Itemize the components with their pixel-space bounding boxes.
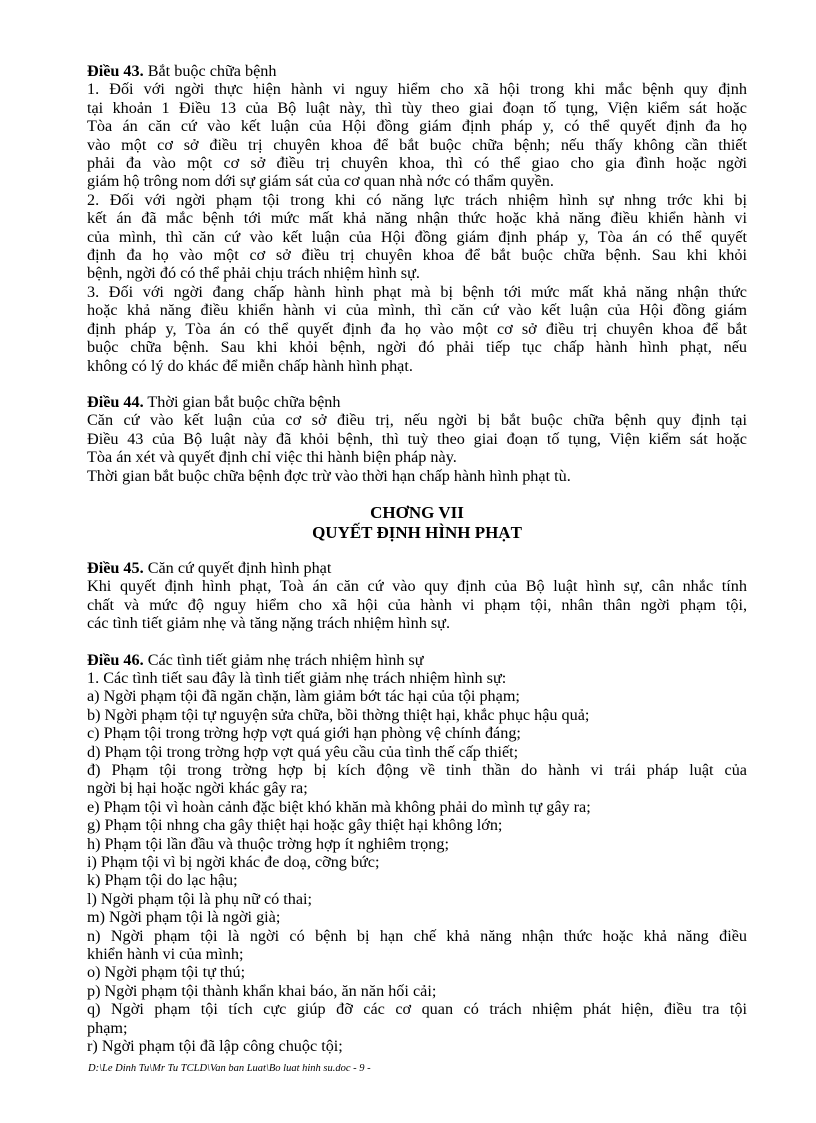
- article-46-line: đ) Phạm tội trong trờng hợp bị kích động về tinh thần do hành vi trái pháp luật của: [87, 761, 747, 779]
- article-45-line: các tình tiết giảm nhẹ và tăng nặng trách nhiệm hình sự.: [87, 614, 450, 633]
- spacer: [87, 485, 747, 503]
- article-46-line: b) Ngời phạm tội tự nguyện sửa chữa, bồi thờng thiệt hại, khắc phục hậu quả;: [87, 705, 590, 724]
- article-43-line: Tòa án căn cứ vào kết luận của Hội đồng giám định pháp y, có thể quyết định đa họ: [87, 117, 747, 136]
- article-45-title: Căn cứ quyết định hình phạt: [143, 558, 332, 577]
- article-44-line: Thời gian bắt buộc chữa bệnh đợc trừ vào thời hạn chấp hành hình phạt tù.: [87, 466, 571, 485]
- article-46-line: k) Phạm tội do lạc hậu;: [87, 871, 238, 890]
- article-44-heading: [87, 393, 747, 411]
- article-43-line: phải đa vào một cơ sở điều trị chuyên khoa, thì có thể giao cho gia đình hoặc ngời: [87, 154, 747, 173]
- article-44-line: Điều 43 của Bộ luật này đã khỏi bệnh, thì tuỳ theo giai đoạn tố tụng, Viện kiểm sát hoặc: [87, 429, 747, 448]
- spacer: [87, 375, 747, 393]
- article-46-line: r) Ngời phạm tội đã lập công chuộc tội;: [87, 1037, 343, 1056]
- article-43-line: định đa họ vào một cơ sở điều trị chuyên khoa để bắt buộc chữa bệnh. Sau khi khỏi: [87, 246, 747, 265]
- article-46-line: d) Phạm tội trong trờng hợp vợt quá yêu cầu của tình thế cấp thiết;: [87, 742, 519, 761]
- article-45-heading: [87, 559, 747, 577]
- article-43-line: 3. Đối với ngời đang chấp hành hình phạt mà bị bệnh tới mức mất khả năng nhận thức: [87, 282, 747, 301]
- article-46-line: q) Ngời phạm tội tích cực giúp đỡ các cơ quan có trách nhiệm phát hiện, điều tra tội: [87, 1000, 747, 1019]
- article-43-label: Điều 43.: [87, 62, 144, 80]
- article-43-heading: [87, 62, 747, 80]
- article-46-line: h) Phạm tội lần đầu và thuộc trờng hợp ít nghiêm trọng;: [87, 834, 449, 853]
- article-45-line: Khi quyết định hình phạt, Toà án căn cứ vào quy định của Bộ luật hình sự, cân nhắc tính: [87, 577, 747, 596]
- article-46-label: Điều 46.: [87, 650, 144, 669]
- article-43-line: buộc chữa bệnh. Sau khi khỏi bệnh, ngời đó phải tiếp tục chấp hành hình phạt, nếu: [87, 338, 747, 357]
- chapter-number: CHƠNG VII: [370, 502, 464, 522]
- article-44-line: Tòa án xét và quyết định chỉ việc thi hành biện pháp này.: [87, 448, 457, 467]
- article-45-line: chất và mức độ nguy hiểm cho xã hội của hành vi phạm tội, nhân thân ngời phạm tội,: [87, 595, 747, 614]
- article-43-line: không có lý do khác để miễn chấp hành hình phạt.: [87, 356, 413, 375]
- article-46-line: ngời bị hại hoặc ngời khác gây ra;: [87, 779, 308, 798]
- article-46-heading: [87, 651, 747, 669]
- article-46-line: 1. Các tình tiết sau đây là tình tiết giảm nhẹ trách nhiệm hình sự:: [87, 668, 507, 687]
- article-46-line: khiển hành vi của mình;: [87, 945, 244, 964]
- article-43-line: định pháp y, Tòa án có thể quyết định đa họ vào một cơ sở điều trị chuyên khoa để bắt: [87, 319, 747, 338]
- page-footer: D:\Le Dinh Tu\Mr Tu TCLD\Van ban Luat\Bo luat hinh su.doc - 9 -: [88, 1063, 371, 1074]
- article-46-line: n) Ngời phạm tội là ngời có bệnh bị hạn chế khả năng nhận thức hoặc khả năng điều: [87, 926, 747, 945]
- article-43-line: hoặc khả năng điều khiển hành vi của mình, thì căn cứ vào kết luận của Hội đồng giám: [87, 301, 747, 320]
- article-46-line: o) Ngời phạm tội tự thú;: [87, 963, 246, 982]
- article-43-line: giám hộ trông nom dới sự giám sát của cơ quan nhà nớc có thẩm quyền.: [87, 172, 554, 191]
- article-46-line: p) Ngời phạm tội thành khẩn khai báo, ăn năn hối cải;: [87, 981, 437, 1000]
- article-46-title: Các tình tiết giảm nhẹ trách nhiệm hình sự: [143, 650, 424, 669]
- article-43-line: 1. Đối với ngời thực hiện hành vi nguy hiểm cho xã hội trong khi mắc bệnh quy định: [87, 80, 747, 99]
- article-44-line: Căn cứ vào kết luận của cơ sở điều trị, nếu ngời bị bắt buộc chữa bệnh quy định tại: [87, 411, 747, 430]
- article-43-line: kết án đã mắc bệnh tới mức mất khả năng nhận thức hoặc khả năng điều khiển hành vi: [87, 209, 747, 228]
- article-43-line: tại khoản 1 Điều 13 của Bộ luật này, thì tùy theo giai đoạn tố tụng, Viện kiểm sát hoặc: [87, 98, 747, 117]
- document-page: [87, 62, 747, 1056]
- article-43-line: bệnh, ngời đó có thể phải chịu trách nhiệm hình sự.: [87, 264, 420, 283]
- article-45-label: Điều 45.: [87, 558, 144, 577]
- spacer: [87, 543, 747, 559]
- article-43-line: 2. Đối với ngời phạm tội trong khi có năng lực trách nhiệm hình sự nhng trớc khi bị: [87, 190, 747, 209]
- chapter-title: QUYẾT ĐỊNH HÌNH PHẠT: [312, 522, 522, 542]
- article-44-label: Điều 44.: [87, 392, 144, 411]
- article-43-title: Bắt buộc chữa bệnh: [143, 62, 277, 80]
- article-44-title: Thời gian bắt buộc chữa bệnh: [143, 392, 341, 411]
- article-46-line: m) Ngời phạm tội là ngời già;: [87, 908, 281, 927]
- article-43-line: vào một cơ sở điều trị chuyên khoa để bắt buộc chữa bệnh; nếu thấy không cần thiết: [87, 135, 747, 154]
- article-46-line: l) Ngời phạm tội là phụ nữ có thai;: [87, 889, 313, 908]
- article-43-line: của mình, thì căn cứ vào kết luận của Hội đồng giám định pháp y, Tòa án có thể quyết: [87, 227, 747, 246]
- spacer: [87, 633, 747, 651]
- article-46-line: i) Phạm tội vì bị ngời khác đe doạ, cỡng bức;: [87, 853, 380, 872]
- article-46-line: c) Phạm tội trong trờng hợp vợt quá giới hạn phòng vệ chính đáng;: [87, 724, 521, 743]
- article-46-line: e) Phạm tội vì hoàn cảnh đặc biệt khó khăn mà không phải do mình tự gây ra;: [87, 797, 591, 816]
- article-46-line: g) Phạm tội nhng cha gây thiệt hại hoặc gây thiệt hại không lớn;: [87, 816, 503, 835]
- article-46-line: phạm;: [87, 1018, 128, 1037]
- article-46-line: a) Ngời phạm tội đã ngăn chặn, làm giảm bớt tác hại của tội phạm;: [87, 687, 520, 706]
